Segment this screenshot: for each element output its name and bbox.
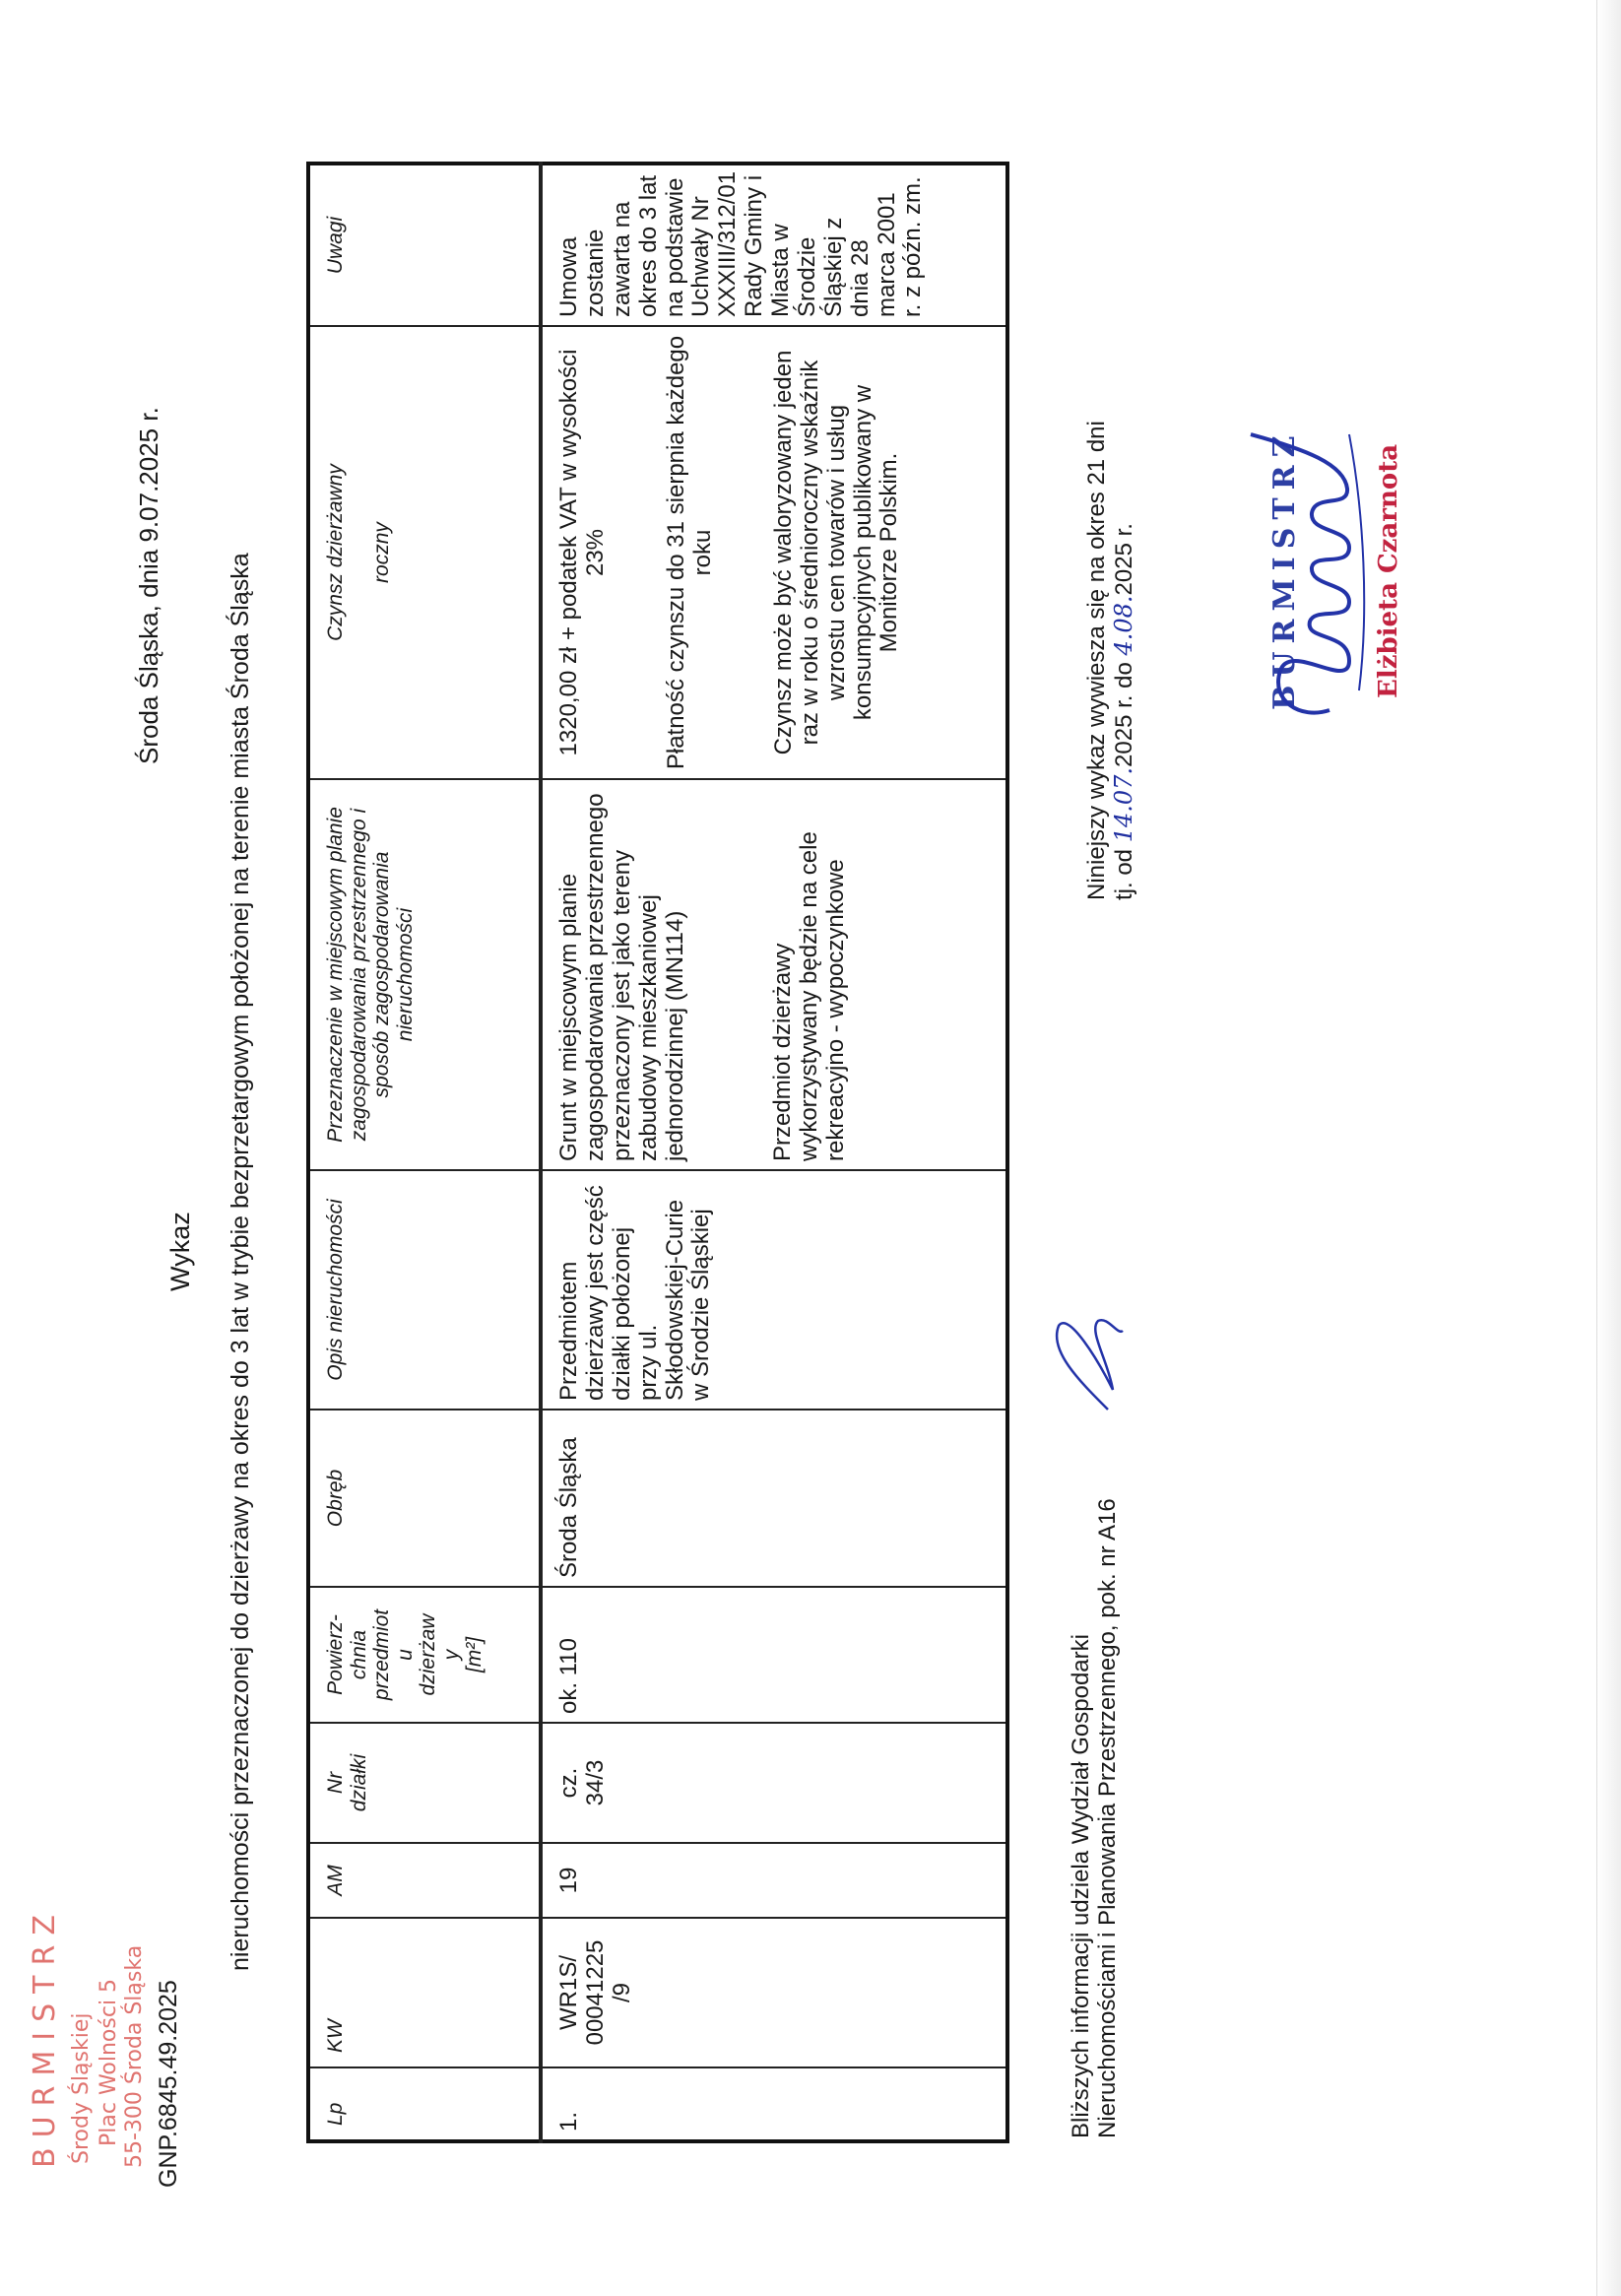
office-stamp-line-3: 55-300 Środa Śląska xyxy=(122,1944,147,2168)
posting-note xyxy=(1084,421,1138,900)
cell-uwagi: Umowa zostanie zawarta na okres do 3 lat na podstawie Uchwały Nr XXXIII/312/01 Rady Gminy i Miasta w Środzie Śląskiej z dnia 28 marca 2001 r. z późn. zm. xyxy=(541,164,1007,326)
posting-year-suffix: 2025 r. xyxy=(1110,523,1137,596)
posting-to-label: 2025 r. do xyxy=(1110,662,1137,767)
contact-note-line-2: Nieruchomościami i Planowania Przestrzennego, pok. nr A16 xyxy=(1093,1498,1121,2138)
cell-nr-line-1: cz. xyxy=(555,1767,582,1799)
office-stamp-title: BURMISTRZ xyxy=(28,1905,62,2168)
cell-nr-dzialki xyxy=(541,1723,1007,1843)
header-pow-line-3: przedmiot xyxy=(370,1608,394,1701)
header-czynsz-line-2: roczny xyxy=(370,522,394,583)
initials-signature-mark xyxy=(1039,1301,1128,1419)
table-header-row xyxy=(308,164,541,2141)
header-nr-dzialki xyxy=(308,1723,541,1843)
cell-przeznaczenie xyxy=(541,779,1007,1170)
table-row xyxy=(541,164,1007,2141)
header-pow-unit: [m²] xyxy=(463,1636,486,1673)
cell-kw-line-2: 00041225 xyxy=(581,1939,609,2046)
header-powierzchnia xyxy=(308,1587,541,1723)
header-kw: KW xyxy=(308,1918,541,2067)
header-pow-line-6: y xyxy=(439,1649,463,1661)
cell-czynsz-paragraph-1: 1320,00 zł + podatek VAT w wysokości 23% xyxy=(555,349,609,756)
header-uwagi: Uwagi xyxy=(308,164,541,326)
header-pow-line-4: u xyxy=(393,1649,417,1661)
document-heading: Wykaz xyxy=(165,1212,195,1291)
contact-note-line-1: Bliższych informacji udziela Wydział Gospodarki xyxy=(1068,1634,1094,2138)
header-obreb: Obręb xyxy=(308,1410,541,1587)
mayor-handwritten-signature xyxy=(1211,425,1379,730)
cell-przeznaczenie-paragraph-1: Grunt w miejscowym planie zagospodarowania przestrzennego przeznaczony jest jako tereny zabudowy mieszkaniowej jednorodzinnej (MN114) xyxy=(555,793,688,1161)
cell-am: 19 xyxy=(541,1843,1007,1918)
property-list-table xyxy=(306,162,1009,2143)
cell-czynsz-paragraph-3: Czynsz może być waloryzowany jeden raz w roku o średnioroczny wskaźnik wzrostu cen towarów i usług konsumpcyjnych publikowany w Monitorze Polskim. xyxy=(769,350,903,755)
header-lp: Lp xyxy=(308,2067,541,2141)
header-przeznaczenie: Przeznaczenie w miejscowym planie zagospodarowania przestrzennego i sposób zagospodarowania nieruchomości xyxy=(308,779,541,1170)
cell-przeznaczenie-paragraph-2: Przedmiot dzierżawy wykorzystywany będzie na cele rekreacyjno - wypoczynkowe xyxy=(769,831,849,1161)
header-pow-line-1: Powierz- xyxy=(324,1614,347,1695)
header-nr-line-2: działki xyxy=(347,1753,370,1812)
document-subheading: nieruchomości przeznaczonej do dzierżawy na okres do 3 lat w trybie bezprzetargowym położonej na terenie miasta Środa Śląska xyxy=(227,553,254,1971)
cell-czynsz-paragraph-2: Płatność czynszu do 31 sierpnia każdego roku xyxy=(662,335,716,770)
posting-note-line-2 xyxy=(1111,421,1138,900)
mayor-signature-title: BURMISTRZ xyxy=(1267,427,1302,710)
header-am: AM xyxy=(308,1843,541,1918)
cell-nr-line-2: 34/3 xyxy=(581,1759,609,1806)
header-pow-line-5: dzierżaw xyxy=(417,1613,440,1696)
cell-obreb: Środa Śląska xyxy=(541,1410,1007,1587)
header-czynsz-line-1: Czynsz dzierżawny xyxy=(324,464,347,641)
cell-kw xyxy=(541,1918,1007,2067)
header-nr-line-1: Nr xyxy=(324,1771,347,1795)
cell-kw-line-3: /9 xyxy=(608,1983,635,2003)
mayor-signature-name: Elżbieta Czarnota xyxy=(1374,443,1403,698)
posting-date-to: 4.08. xyxy=(1109,595,1137,656)
place-and-date: Środa Śląska, dnia 9.07.2025 r. xyxy=(134,407,163,764)
posting-date-from: 14.07. xyxy=(1109,766,1137,843)
cell-opis: Przedmiotem dzierżawy jest część działki położonej przy ul. Skłodowskiej-Curie w Środzie Śląskiej xyxy=(541,1170,1007,1410)
cell-lp: 1. xyxy=(541,2067,1007,2141)
cell-kw-line-1: WR1S/ xyxy=(555,1955,582,2031)
header-opis: Opis nieruchomości xyxy=(308,1170,541,1410)
cell-powierzchnia: ok. 110 xyxy=(541,1587,1007,1723)
posting-from-label: tj. od xyxy=(1110,848,1137,900)
header-czynsz xyxy=(308,326,541,779)
reference-number: GNP.6845.49.2025 xyxy=(155,1980,182,2188)
header-pow-line-2: chnia xyxy=(347,1629,370,1680)
office-stamp-line-2: Plac Wolności 5 xyxy=(97,1978,121,2146)
office-stamp-line-1: Środy Śląskiej xyxy=(69,2012,94,2164)
posting-note-line-1: Niniejszy wykaz wywiesza się na okres 21 dni xyxy=(1083,421,1110,900)
contact-note xyxy=(1069,1498,1122,2138)
cell-czynsz xyxy=(541,326,1007,779)
